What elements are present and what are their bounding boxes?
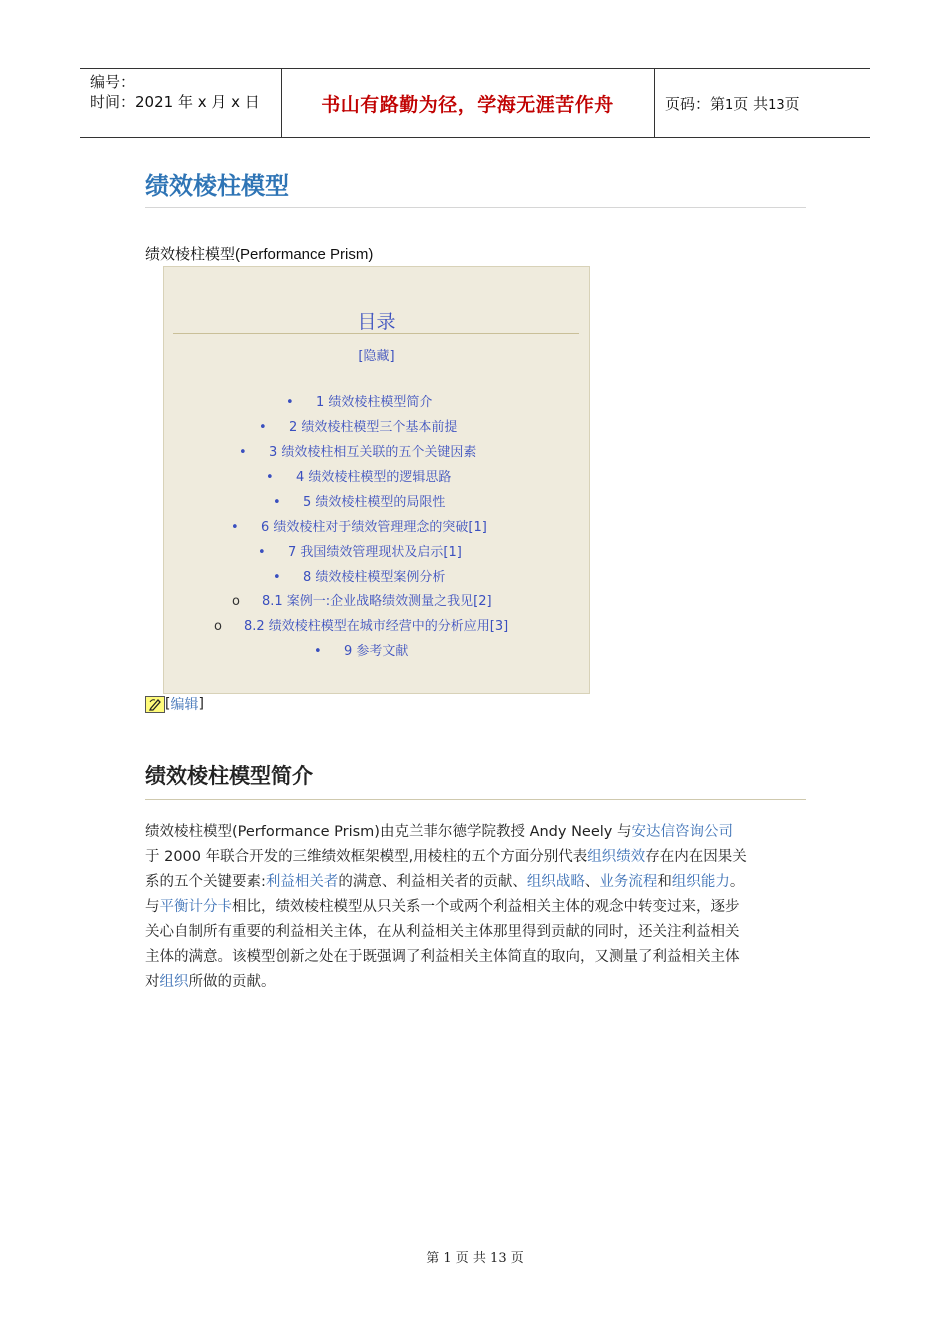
inline-link[interactable]: 平衡计分卡 (159, 899, 232, 915)
paragraph-text: 绩效棱柱模型(Performance Prism)由克兰菲尔德学院教授 Andy Neely 与 (145, 824, 632, 840)
page-info (655, 93, 800, 114)
inline-link[interactable]: 组织绩效 (587, 849, 646, 865)
paragraph-text: 与 (145, 899, 160, 915)
edit-bracket-close: ] (198, 696, 204, 712)
toc-divider (173, 333, 579, 334)
paragraph-line (145, 970, 807, 995)
doc-date: 时间：2021 年 x 月 x 日 (90, 93, 260, 111)
page-subtitle: 绩效棱柱模型(Performance Prism) (145, 246, 374, 263)
paragraph-text: 。 (729, 874, 745, 890)
paragraph-text: 存在内在因果关 (645, 849, 747, 865)
toc-hide-link[interactable]: [隐藏] (358, 349, 395, 364)
page-suffix: 页 (784, 94, 800, 113)
bullet-icon: • (239, 445, 247, 460)
header-meta-cell (80, 69, 282, 137)
toc-item[interactable] (231, 516, 487, 535)
toc-item[interactable] (266, 466, 451, 485)
paragraph-line (145, 845, 807, 870)
paragraph-text: 所做的贡献。 (188, 974, 276, 990)
header-motto-cell (281, 69, 655, 137)
bullet-icon: • (231, 520, 239, 535)
section-title: 绩效棱柱模型简介 (145, 764, 313, 788)
toc-item-label[interactable]: 1 绩效棱柱模型简介 (316, 395, 433, 410)
page-footer: 第 1 页 共 13 页 (426, 1251, 524, 1266)
toc-title: 目录 (357, 311, 396, 333)
paragraph-text: 和 (657, 874, 672, 890)
toc-subitem[interactable] (232, 590, 492, 609)
section-divider (145, 799, 806, 800)
page-prefix: 页码：第 (665, 94, 726, 113)
paragraph-text: 于 2000 年联合开发的三维绩效框架模型,用棱柱的五个方面分别代表 (145, 849, 588, 865)
toc-item-label[interactable]: 3 绩效棱柱相互关联的五个关键因素 (269, 445, 477, 460)
page-header (80, 68, 870, 138)
toc-item[interactable] (286, 391, 432, 410)
bullet-icon: • (273, 570, 281, 585)
toc-item-label[interactable]: 8 绩效棱柱模型案例分析 (303, 570, 446, 585)
bullet-icon: • (266, 470, 274, 485)
inline-link[interactable]: 利益相关者 (265, 874, 339, 890)
paragraph-text: 关心自制所有重要的利益相关主体，在从利益相关主体那里得到贡献的同时，还关注利益相关 (145, 924, 740, 940)
toc-item[interactable] (258, 541, 462, 560)
toc-item[interactable] (314, 640, 408, 659)
table-of-contents (163, 266, 590, 694)
paragraph-line (145, 820, 807, 845)
edit-link[interactable]: 编辑 (170, 697, 199, 713)
page-mid: 页 共 (733, 94, 769, 113)
title-divider (145, 207, 806, 208)
toc-subitem[interactable] (214, 615, 508, 634)
page-title: 绩效棱柱模型 (145, 172, 289, 200)
toc-item[interactable] (273, 566, 445, 585)
paragraph-line (145, 920, 807, 945)
paragraph-text: 主体的满意。该模型创新之处在于既强调了利益相关主体简直的取向，又测量了利益相关主体 (145, 949, 740, 965)
paragraph-text: 相比，绩效棱柱模型从只关系一个或两个利益相关主体的观念中转变过来，逐步 (232, 899, 740, 915)
paragraph-line (145, 945, 807, 970)
paragraph-text: 系的五个关键要素: (145, 874, 266, 890)
bullet-icon: • (259, 420, 267, 435)
inline-link[interactable]: 组织 (159, 974, 189, 990)
doc-number-label: 编号： (90, 73, 136, 91)
page-total: 13 (768, 97, 785, 113)
page-current: 1 (725, 97, 734, 113)
inline-link[interactable]: 组织能力 (671, 874, 730, 890)
toc-item[interactable] (239, 441, 476, 460)
edit-link-row (145, 694, 204, 714)
edit-bracket-open: [ (165, 696, 171, 712)
paragraph-line (145, 870, 807, 895)
toc-item[interactable] (273, 491, 445, 510)
paragraph-text: 、 (584, 874, 600, 890)
paragraph-text: 的满意、利益相关者的贡献、 (338, 874, 527, 890)
edit-pencil-icon[interactable] (145, 696, 165, 713)
toc-item[interactable] (259, 416, 457, 435)
toc-item-label[interactable]: 9 参考文献 (344, 644, 409, 659)
circle-bullet-icon: o (214, 619, 222, 634)
bullet-icon: • (258, 545, 266, 560)
inline-link[interactable]: 组织战略 (526, 874, 585, 890)
bullet-icon: • (314, 644, 322, 659)
inline-link[interactable]: 安达信咨询公司 (631, 824, 733, 840)
paragraph-line (145, 895, 807, 920)
toc-item-label[interactable]: 7 我国绩效管理现状及启示[1] (288, 545, 462, 560)
toc-item-label[interactable]: 5 绩效棱柱模型的局限性 (303, 495, 446, 510)
section-paragraph (145, 820, 807, 995)
circle-bullet-icon: o (232, 594, 240, 609)
bullet-icon: • (286, 395, 294, 410)
bullet-icon: • (273, 495, 281, 510)
toc-item-label[interactable]: 6 绩效棱柱对于绩效管理理念的突破[1] (261, 520, 487, 535)
inline-link[interactable]: 业务流程 (599, 874, 658, 890)
toc-item-label[interactable]: 8.2 绩效棱柱模型在城市经营中的分析应用[3] (244, 619, 509, 634)
toc-item-label[interactable]: 2 绩效棱柱模型三个基本前提 (289, 420, 458, 435)
paragraph-text: 对 (145, 974, 160, 990)
toc-item-label[interactable]: 4 绩效棱柱模型的逻辑思路 (296, 470, 452, 485)
toc-item-label[interactable]: 8.1 案例一:企业战略绩效测量之我见[2] (262, 594, 492, 609)
header-page-cell (655, 69, 870, 137)
motto: 书山有路勤为径，学海无涯苦作舟 (321, 93, 614, 116)
